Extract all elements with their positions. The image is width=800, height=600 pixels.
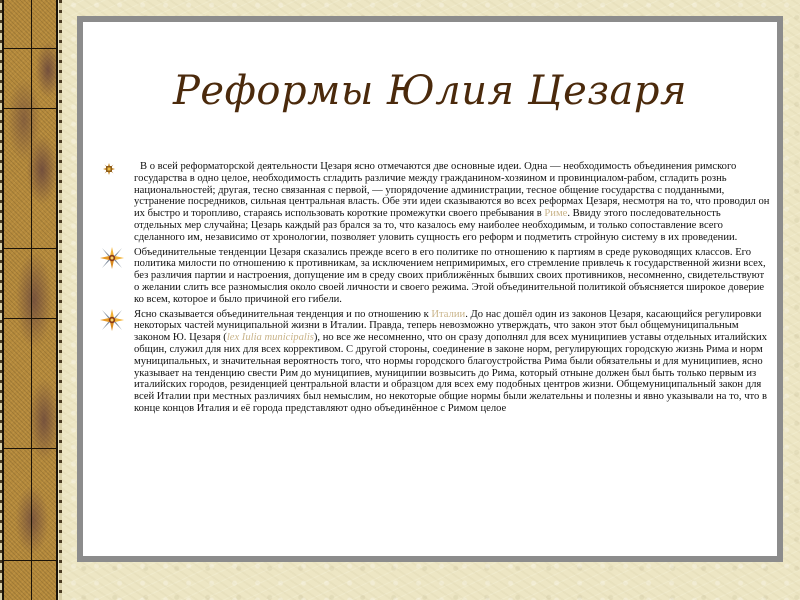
bullet-text-part: . До нас дошёл один из законов Цезаря, касающийся регулировки некоторых частей муниципальной жизни в Италии. Правда, теперь невозможно утверждать, что закон этот был общемуниципальным законом Ю. Цезаря (: [134, 308, 762, 344]
strip-divider-vertical: [31, 0, 32, 600]
bullet-item: [99, 161, 771, 244]
bullet-text-part: В о всей реформаторской деятельности Цезаря ясно отмечаются две основные идеи. Одна — необходимость объединения римского государства в одно целое, необходимость сгладить различие между гражданином-хозяином и провинциалом-рабом, сгладить рознь национальностей; другая, тесно связанная с первой, — упорядочение администрации, тесное общение государства с подданными, устранение посредников, сильная центральная власть. Обе эти идеи сказываются во всех реформах Цезаря, несмотря на то, что проводил он их быстро и торопливо, стараясь использовать короткие промежутки своего пребывания в: [134, 161, 770, 220]
bullet-text-part: ), но все же несомненно, что он сразу дополнял для всех муниципиев уставы отдельных италийских общин, служил для них для всех коррективом. С другой стороны, соединение в законе норм, регулирующих городскую жизнь Рима и норм муниципальных, и значительная вероятность того, что нормы городского благоустройства Рима были обязательны и для муниципиев, ясно указывает на тенденцию свести Рим до муниципиев, муниципии возвысить до Рима, который отныне должен был быть только первым из италийских городов, резиденцией центральной власти и образцом для всех ему подобных центров жизни. Общемуниципальный закон для всей Италии при местных различиях был немыслим, но некоторые общие нормы были желательны и полезны и явно указывали на то, что в конце концов Италия и её города представляют одно объединённое с Римом целое: [134, 332, 768, 414]
strip-divider: [4, 448, 56, 449]
strip-divider: [4, 248, 56, 249]
small-sun-bullet-icon: [103, 163, 115, 175]
bullet-text-part: . Ввиду этого последовательность отдельных мер случайна; Цезарь каждый раз брался за то, что казалось ему наиболее необходимым, и только сопоставление всего сделанного им, независимо от хронологии, позволяет уловить сущность его реформ и подметить стройную систему в их проведении.: [134, 208, 738, 243]
bullet-item: [99, 247, 771, 306]
link-rome[interactable]: Риме: [544, 208, 568, 220]
strip-divider: [4, 560, 56, 561]
compass-star-bullet-icon: [99, 247, 125, 269]
bullet-text-part: Объединительные тенденции Цезаря сказались прежде всего в его политике по отношению к партиям в среде руководящих классов. Его политика милости по отношению к противникам, за исключением непримиримых, его стремление привлечь к государственной жизни всех, без различия партии и настроения, допущение им в среду своих приближённых бывших своих противников, несомненно, свидетельствуют о желании слить все разномыслия около своей личности и своего режима. Этой объединительной политикой объясняется широкое доверие ко всем, которое и было причиной его гибели.: [134, 246, 766, 305]
slide-panel: [77, 16, 783, 562]
bullet-item: [99, 309, 771, 415]
strip-divider: [4, 108, 56, 109]
bullet-text-part: Ясно сказывается объединительная тенденция и по отношению к: [134, 308, 432, 320]
strip-divider: [4, 318, 56, 319]
strip-dots-right: [59, 0, 62, 600]
strip-dots-left: [0, 0, 2, 600]
slide-title: Реформы Юлия Цезаря: [172, 68, 687, 114]
bullet-list: [99, 161, 771, 418]
link-lex-iulia-municipalis[interactable]: lex Iulia municipalis: [226, 332, 314, 344]
compass-star-bullet-icon: [99, 309, 125, 331]
decorative-side-strip: [2, 0, 58, 600]
strip-divider: [4, 48, 56, 49]
link-italy[interactable]: Италии: [431, 308, 466, 320]
